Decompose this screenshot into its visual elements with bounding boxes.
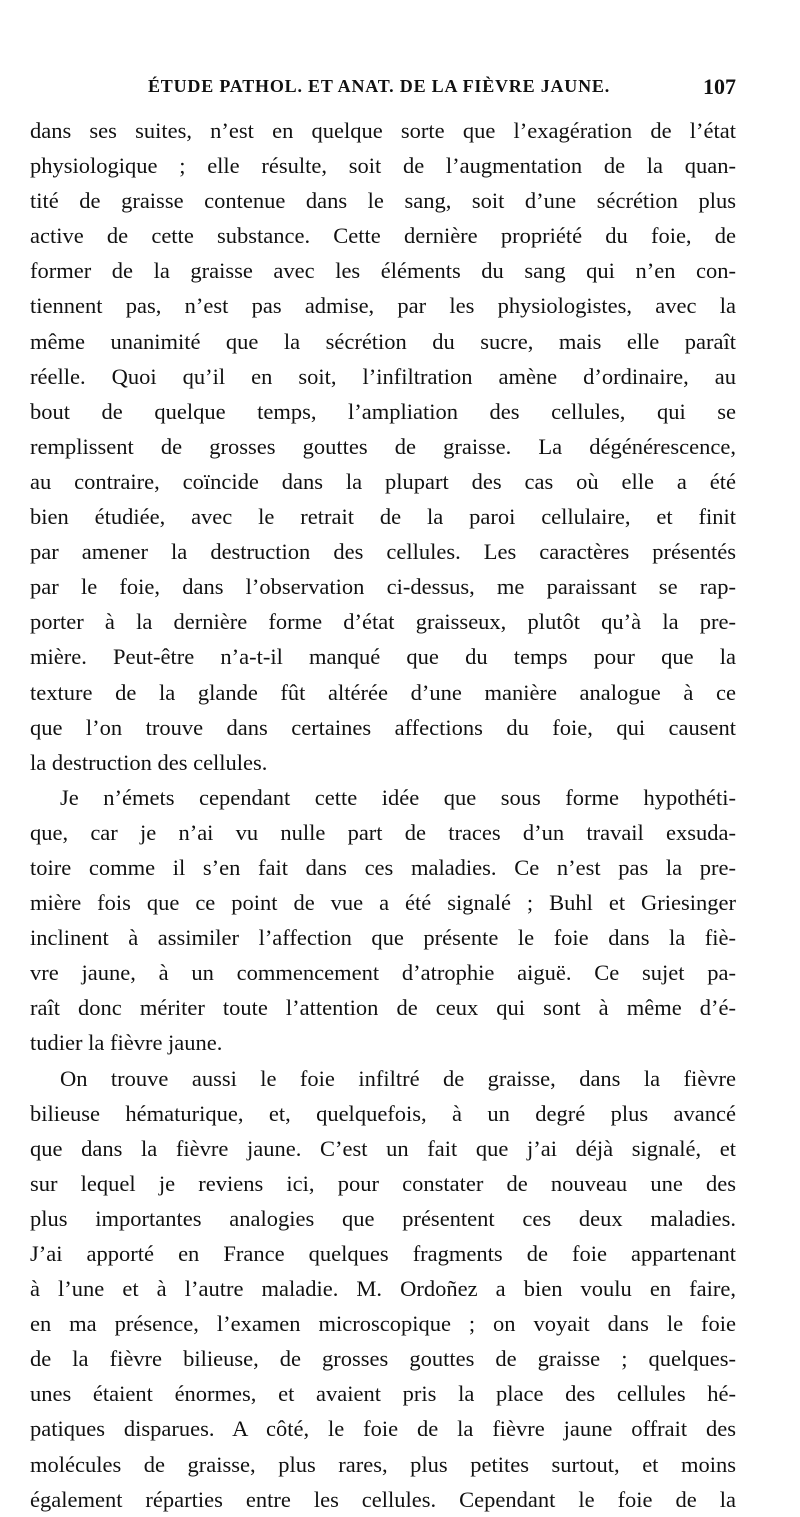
text-line: active de cette substance. Cette dernière propriété du foie, de <box>30 223 736 249</box>
text-line: plus importantes analogies que présentent ces deux maladies. <box>30 1205 736 1231</box>
text-line: molécules de graisse, plus rares, plus petites surtout, et moins <box>30 1451 736 1477</box>
text-line: sur lequel je reviens ici, pour constater de nouveau une des <box>30 1170 736 1196</box>
text-line: On trouve aussi le foie infiltré de graisse, dans la fièvre <box>60 1065 736 1091</box>
text-line: tiennent pas, n’est pas admise, par les physiologistes, avec la <box>30 293 736 319</box>
text-line: mière fois que ce point de vue a été signalé ; Buhl et Griesinger <box>30 890 736 916</box>
text-line: vre jaune, à un commencement d’atrophie aiguë. Ce sujet pa- <box>30 960 736 986</box>
text-line: texture de la glande fût altérée d’une manière analogue à ce <box>30 679 736 705</box>
text-line: que l’on trouve dans certaines affections du foie, qui causent <box>30 714 736 740</box>
text-line: patiques disparues. A côté, le foie de la fièvre jaune offrait des <box>30 1416 736 1442</box>
text-line: physiologique ; elle résulte, soit de l’augmentation de la quan- <box>30 153 736 179</box>
text-line: raît donc mériter toute l’attention de ceux qui sont à même d’é- <box>30 995 736 1021</box>
text-line: également réparties entre les cellules. Cependant le foie de la <box>30 1486 736 1512</box>
text-line: toire comme il s’en fait dans ces maladies. Ce n’est pas la pre- <box>30 854 736 880</box>
text-line: former de la graisse avec les éléments du sang qui n’en con- <box>30 258 736 284</box>
text-line: unes étaient énormes, et avaient pris la place des cellules hé- <box>30 1381 736 1407</box>
text-line: tudier la fièvre jaune. <box>30 1030 223 1056</box>
running-title: ÉTUDE PATHOL. ET ANAT. DE LA FIÈVRE JAUNE. <box>148 76 611 96</box>
text-line: bilieuse hématurique, et, quelquefois, à un degré plus avancé <box>30 1100 736 1126</box>
text-line: mière. Peut-être n’a-t-il manqué que du temps pour que la <box>30 644 736 670</box>
body-text <box>30 113 736 1517</box>
running-header <box>30 74 736 108</box>
text-line: J’ai apporté en France quelques fragments de foie appartenant <box>30 1241 736 1266</box>
text-line: dans ses suites, n’est en quelque sorte que l’exagération de l’état <box>30 118 736 143</box>
text-line: en ma présence, l’examen microscopique ; on voyait dans le foie <box>30 1311 736 1337</box>
text-line: remplissent de grosses gouttes de graisse. La dégénérescence, <box>30 433 736 459</box>
text-line: même unanimité que la sécrétion du sucre, mais elle paraît <box>30 328 736 354</box>
text-line: à l’une et à l’autre maladie. M. Ordoñez a bien voulu en faire, <box>30 1276 736 1302</box>
page-number: 107 <box>703 74 736 99</box>
text-line: au contraire, coïncide dans la plupart des cas où elle a été <box>30 468 736 494</box>
text-line: que dans la fièvre jaune. C’est un fait que j’ai déjà signalé, et <box>30 1135 736 1161</box>
text-line: de la fièvre bilieuse, de grosses gouttes de graisse ; quelques- <box>30 1346 736 1372</box>
text-line: réelle. Quoi qu’il en soit, l’infiltration amène d’ordinaire, au <box>30 363 736 389</box>
text-line: Je n’émets cependant cette idée que sous forme hypothéti- <box>60 784 736 810</box>
text-line: que, car je n’ai vu nulle part de traces d’un travail exsuda- <box>30 819 736 845</box>
text-line: la destruction des cellules. <box>30 749 268 775</box>
text-line: porter à la dernière forme d’état graisseux, plutôt qu’à la pre- <box>30 609 736 635</box>
text-line: tité de graisse contenue dans le sang, soit d’une sécrétion plus <box>30 188 736 214</box>
text-line: par amener la destruction des cellules. Les caractères présentés <box>30 539 736 565</box>
text-line: bout de quelque temps, l’ampliation des cellules, qui se <box>30 398 736 424</box>
text-line: bien étudiée, avec le retrait de la paroi cellulaire, et finit <box>30 504 736 530</box>
text-line: inclinent à assimiler l’affection que présente le foie dans la fiè- <box>30 925 736 951</box>
text-line: par le foie, dans l’observation ci-dessus, me paraissant se rap- <box>30 574 736 600</box>
